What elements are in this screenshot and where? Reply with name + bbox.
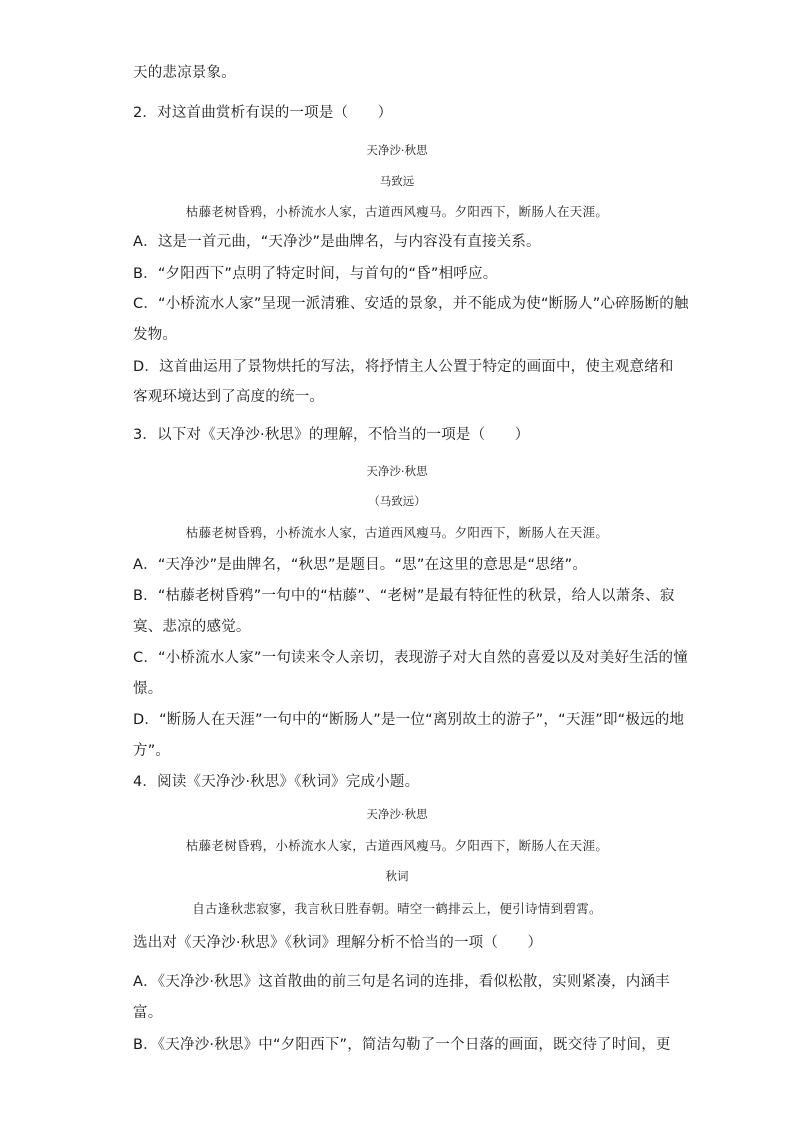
q4-poem2-title: 秋词 [385,869,409,883]
q4-sub-stem: 选出对《天净沙·秋思》《秋词》理解分析不恰当的一项（ ） [133,935,543,951]
q2-option-c-line1: C．“小桥流水人家”呈现一派清雅、安适的景象，并不能成为使“断肠人”心碎肠断的触 [133,296,689,312]
q1-tail-text: 天的悲凉景象。 [133,65,236,81]
q3-poem-author: （马致远） [368,494,426,508]
q3-option-a: A．“天净沙”是曲牌名，“秋思”是题目。“思”在这里的意思是“思绪”。 [133,557,588,573]
q3-poem-text: 枯藤老树昏鸦，小桥流水人家，古道西风瘦马。夕阳西下，断肠人在天涯。 [185,525,609,540]
q4-option-a-line1: A．《天净沙·秋思》这首散曲的前三句是名词的连排，看似松散，实则紧凑，内涵丰 [133,974,670,990]
q4-poem1-text: 枯藤老树昏鸦，小桥流水人家，古道西风瘦马。夕阳西下，断肠人在天涯。 [185,838,609,853]
q3-option-d-line1: D．“断肠人在天涯”一句中的“断肠人”是一位“离别故土的游子”，“天涯”即“极远的地 [133,712,685,728]
q3-option-b-line2: 寞、悲凉的感觉。 [133,619,251,635]
q3-option-b-line1: B．“枯藤老树昏鸦”一句中的“枯藤”、“老树”是最有特征性的秋景，给人以萧条、寂 [133,588,675,604]
q2-poem-text: 枯藤老树昏鸦，小桥流水人家，古道西风瘦马。夕阳西下，断肠人在天涯。 [185,204,609,219]
q3-option-c-line2: 憬。 [133,681,163,697]
q3-stem: 3．以下对《天净沙·秋思》的理解，不恰当的一项是（ ） [133,427,530,443]
q2-option-a: A．这是一首元曲，“天净沙”是曲牌名，与内容没有直接关系。 [133,234,541,250]
q2-poem-author: 马致远 [379,174,415,188]
q2-poem-title: 天净沙·秋思 [366,143,428,157]
q2-option-d-line1: D．这首曲运用了景物烘托的写法，将抒情主人公置于特定的画面中，使主观意绪和 [133,359,674,375]
q4-poem2-text: 自古逢秋悲寂寥，我言秋日胜春朝。晴空一鹤排云上，便引诗情到碧霄。 [192,901,602,916]
q3-option-c-line1: C．“小桥流水人家”一句读来令人亲切，表现游子对大自然的喜爱以及对美好生活的憧 [133,650,688,666]
q4-option-a-line2: 富。 [133,1005,163,1021]
q2-option-d-line2: 客观环境达到了高度的统一。 [133,389,325,405]
q2-option-b: B．“夕阳西下”点明了特定时间，与首句的“昏”相呼应。 [133,266,498,282]
q4-option-b-line1: B．《天净沙·秋思》中“夕阳西下”，简洁勾勒了一个日落的画面，既交待了时间，更 [133,1037,671,1053]
q3-poem-title: 天净沙·秋思 [366,464,428,478]
q3-option-d-line2: 方”。 [133,743,171,759]
q4-stem: 4．阅读《天净沙·秋思》《秋词》完成小题。 [133,774,420,790]
q2-option-c-line2: 发物。 [133,327,178,343]
q4-poem1-title: 天净沙·秋思 [366,807,428,821]
q2-stem: 2．对这首曲赏析有误的一项是（ ） [133,105,393,121]
